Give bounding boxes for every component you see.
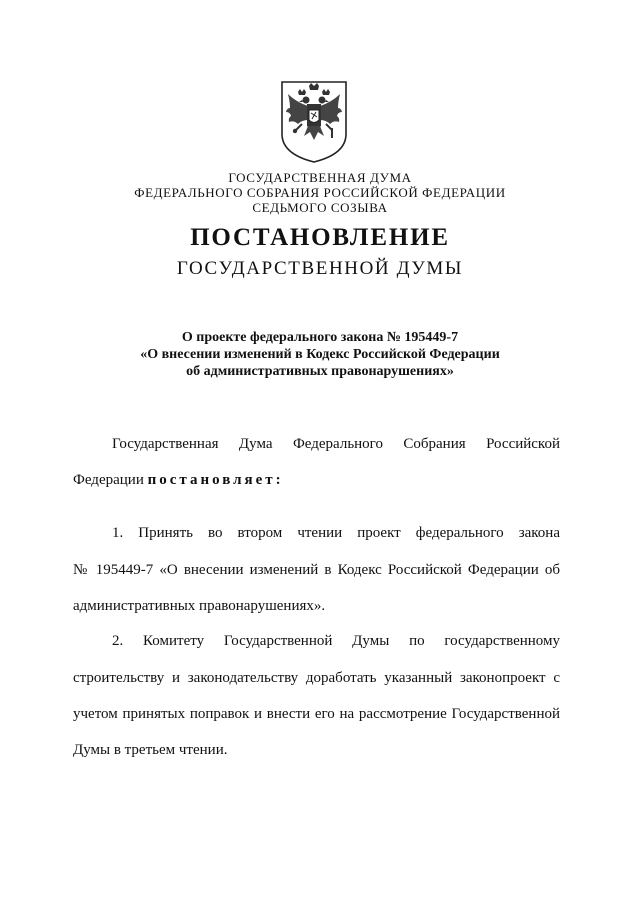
item-2-line-4: Думы в третьем чтении. xyxy=(73,742,228,758)
preamble-line-2 xyxy=(73,471,560,489)
org-name-line-1: ГОСУДАРСТВЕННАЯ ДУМА xyxy=(228,170,412,185)
heading-line-1: О проекте федерального закона № 195449-7 xyxy=(181,330,459,345)
item-1-line-3: административных правонарушениях». xyxy=(73,598,326,614)
org-name-line-2: ФЕДЕРАЛЬНОГО СОБРАНИЯ РОССИЙСКОЙ ФЕДЕРАЦИИ xyxy=(134,185,506,200)
preamble-text: Федерации xyxy=(73,472,148,488)
item-1-line-2: № 195449-7 «О внесении изменений в Кодекс Российской Федерации об xyxy=(73,562,560,578)
coat-of-arms-emblem xyxy=(278,80,350,164)
convocation-line: СЕДЬМОГО СОЗЫВА xyxy=(252,200,388,215)
item-1-line-1: 1. Принять во втором чтении проект федерального закона xyxy=(112,525,560,541)
heading-line-3: об административных правонарушениях» xyxy=(186,364,454,379)
document-title: ПОСТАНОВЛЕНИЕ xyxy=(190,224,450,251)
resolution-verb: постановляет: xyxy=(147,472,284,488)
item-2-line-3: учетом принятых поправок и внести его на рассмотрение Государственной xyxy=(73,706,560,722)
document-subtitle: ГОСУДАРСТВЕННОЙ ДУМЫ xyxy=(176,258,464,279)
heading-line-2: «О внесении изменений в Кодекс Российской Федерации xyxy=(140,347,500,362)
item-2-line-1: 2. Комитету Государственной Думы по государственному xyxy=(112,633,560,649)
item-2-line-2: строительству и законодательству доработать указанный законопроект с xyxy=(73,670,560,686)
preamble-line-1: Государственная Дума Федерального Собрания Российской xyxy=(112,436,560,452)
